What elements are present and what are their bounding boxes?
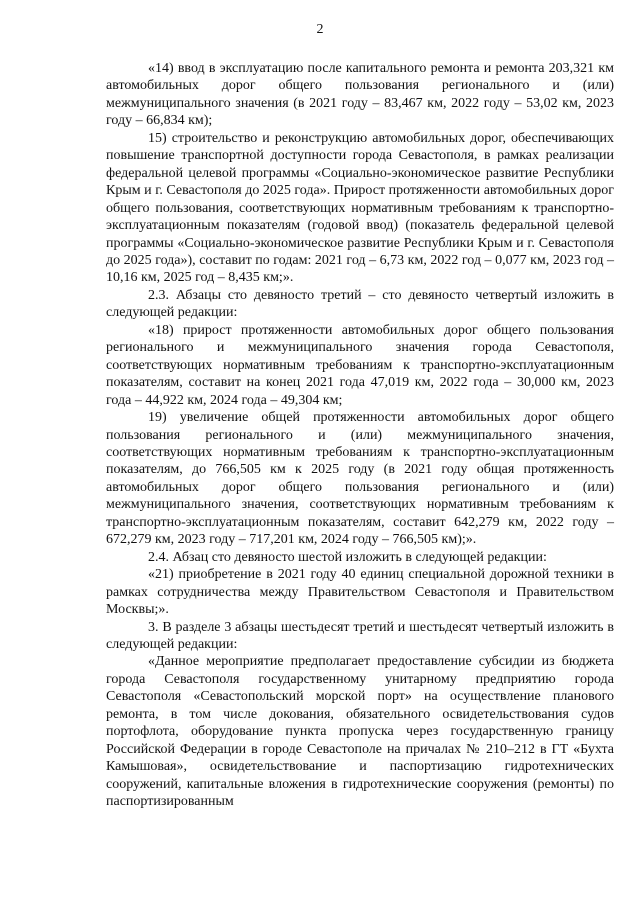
paragraph-measure-description: «Данное мероприятие предполагает предоставление субсидии из бюджета города Севастополя государственному унитарному предприятию города Севастополя «Севастопольский морской порт» на осуществление планового ремонта, в том числе докования, обязательного освидетельствования судов портофлота, оборудование пункта пропуска через государственную границу Российской Федерации в городе Севастополе на причалах № 210–212 в ГТ «Бухта Камышовая», освидетельствование и паспортизацию гидротехнических сооружений, капитальные вложения в гидротехнические сооружения (ремонты) по паспортизированным xyxy=(106,654,614,810)
paragraph-item-14: «14) ввод в эксплуатацию после капитального ремонта и ремонта 203,321 км автомобильных дорог общего пользования регионального и (или) межмуниципального значения (в 2021 году – 83,467 км, 2022 году – 53,02 км, 2023 году – 66,834 км); xyxy=(106,61,614,129)
paragraph-item-21: «21) приобретение в 2021 году 40 единиц специальной дорожной техники в рамках сотрудничества между Правительством Севастополя и Правительством Москвы;». xyxy=(106,567,614,618)
document-body xyxy=(106,60,614,810)
paragraph-item-19: 19) увеличение общей протяженности автомобильных дорог общего пользования регионального и (или) межмуниципального значения, соответствующих нормативным требованиям к транспортно-эксплуатационным показателям, до 766,505 км к 2025 году (в 2021 году общая протяженность автомобильных дорог общего пользования регионального и (или) межмуниципального значения, соответствующих нормативным требованиям к транспортно-эксплуатационным показателям, составит 642,279 км, 2022 году – 672,279 км, 2023 году – 717,201 км, 2024 году – 766,505 км);». xyxy=(106,410,614,548)
paragraph-item-18: «18) прирост протяженности автомобильных дорог общего пользования регионального и межмуниципального значения города Севастополя, соответствующих нормативным требованиям к транспортно-эксплуатационным показателям, составит на конец 2021 года 47,019 км, 2022 года – 30,000 км, 2023 года – 44,922 км, 2024 года – 49,304 км; xyxy=(106,322,614,408)
paragraph-section-3: 3. В разделе 3 абзацы шестьдесят третий и шестьдесят четвертый изложить в следующей редакции: xyxy=(106,619,614,652)
paragraph-item-15: 15) строительство и реконструкцию автомобильных дорог, обеспечивающих повышение транспортной доступности города Севастополя, в рамках реализации федеральной целевой программы «Социально-экономическое развитие Республики Крым и г. Севастополя до 2025 года». Прирост протяженности автомобильных дорог общего пользования, соответствующих нормативным требованиям к транспортно-эксплуатационным показателям (годовой ввод) (показатель федеральной целевой программы «Социально-экономическое развитие Республики Крым и г. Севастополя до 2025 года»), составит по годам: 2021 год – 6,73 км, 2022 год – 0,077 км, 2023 год – 10,16 км, 2025 год – 8,435 км;». xyxy=(106,130,614,286)
paragraph-2-4: 2.4. Абзац сто девяносто шестой изложить в следующей редакции: xyxy=(148,549,547,565)
page-number: 2 xyxy=(316,22,324,37)
paragraph-2-3: 2.3. Абзацы сто девяносто третий – сто девяносто четвертый изложить в следующей редакции: xyxy=(106,287,614,321)
